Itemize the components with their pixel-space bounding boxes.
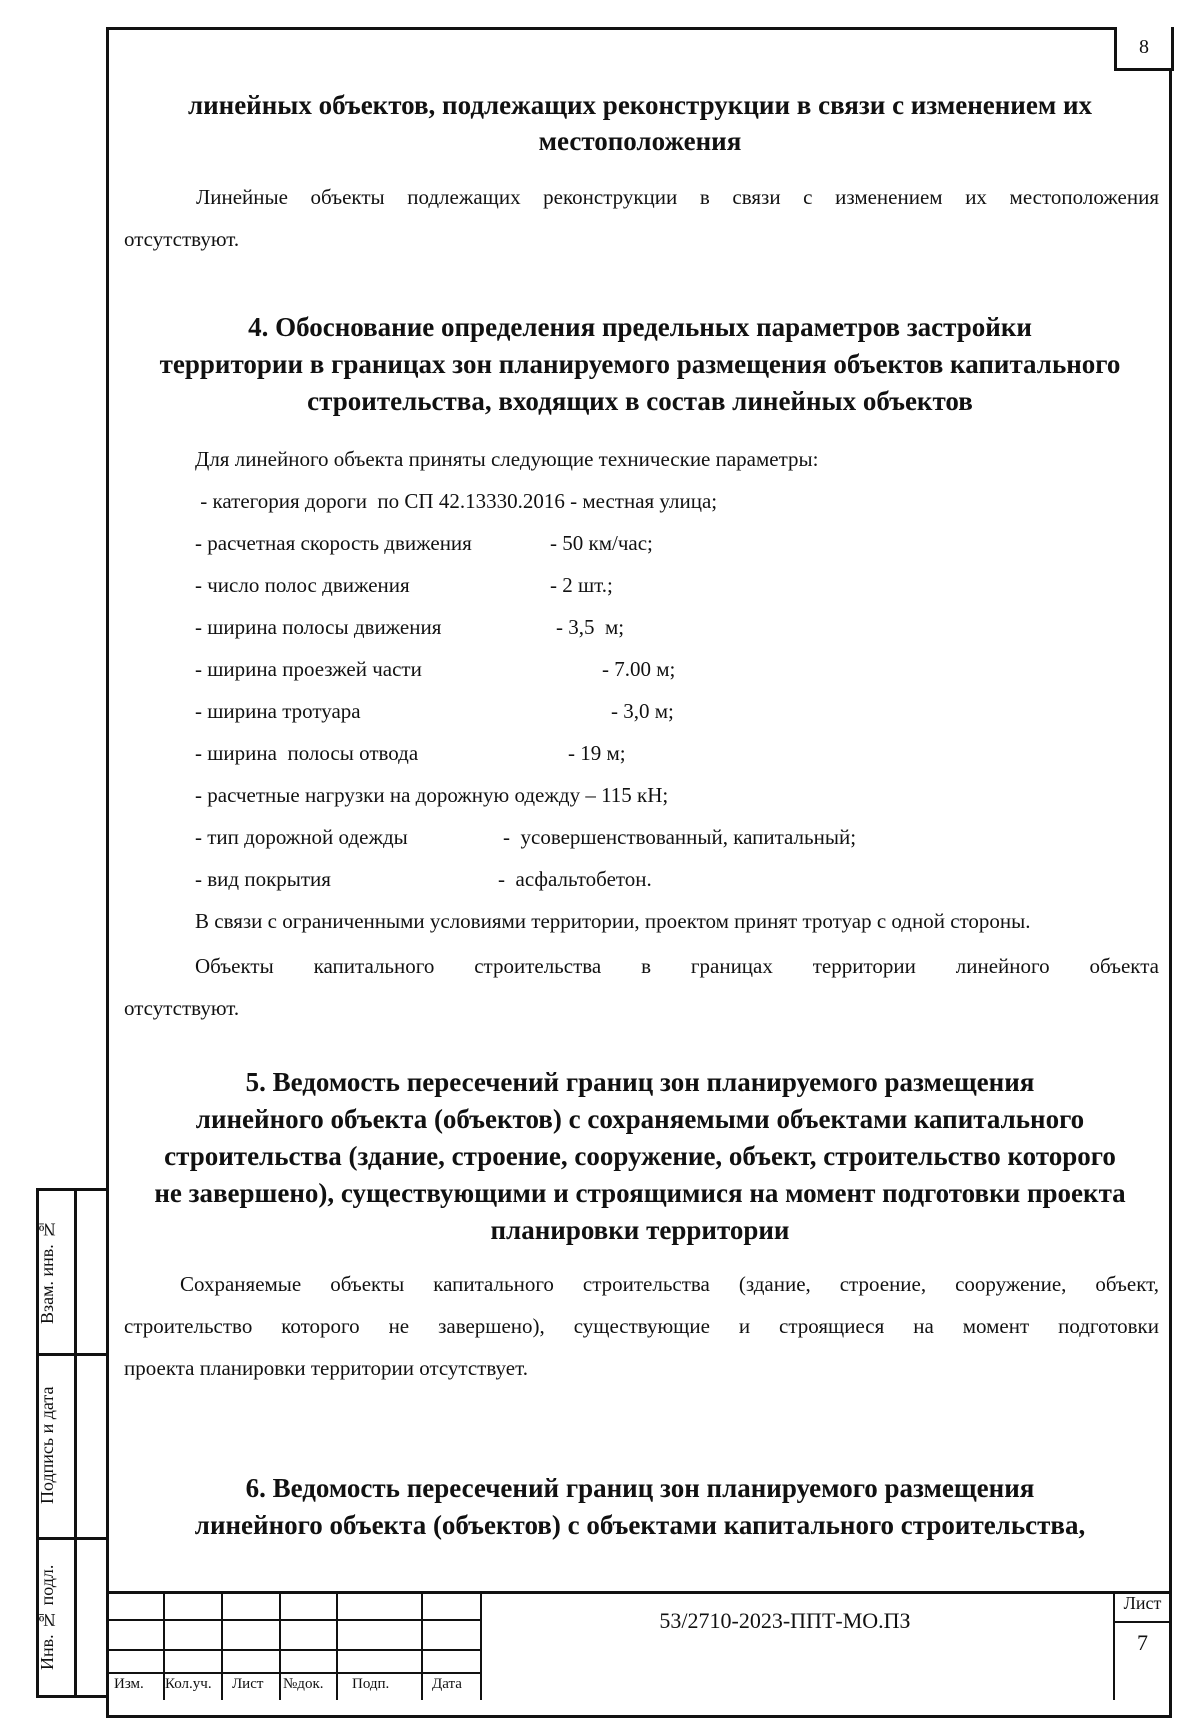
param-value: - асфальтобетон.	[498, 867, 652, 891]
param-label: - число полос движения	[195, 573, 410, 597]
sheet-caption: Лист	[1123, 1593, 1162, 1613]
param-label: - ширина проезжей части	[195, 657, 422, 681]
param-value: - 2 шт.;	[550, 573, 613, 597]
section5-heading-line5: планировки территории	[490, 1215, 790, 1245]
param-value: - 3,5 м;	[556, 615, 625, 639]
stamp-inv-label: Инв. № подл.	[37, 1564, 57, 1670]
section3-heading-line1: линейных объектов, подлежащих реконструкции в связи с изменением их	[187, 90, 1093, 120]
param-label: - расчетная скорость движения	[195, 531, 472, 555]
param-value: - 3,0 м;	[611, 699, 674, 723]
title-block	[106, 1591, 1172, 1697]
param-value: - 7.00 м;	[602, 657, 676, 681]
section6-heading-line2: линейного объекта (объектов) с объектами капитального строительства,	[194, 1510, 1086, 1540]
param-label: - вид покрытия	[195, 867, 331, 891]
side-stamp	[36, 1188, 106, 1698]
section5-heading-line4: не завершено), существующими и строящимися на момент подготовки проекта	[154, 1178, 1126, 1208]
section4-heading-line3: строительства, входящих в состав линейных объектов	[307, 386, 973, 416]
section3-paragraph-line1: Линейные объекты подлежащих реконструкции в связи с изменением их местоположения	[196, 185, 1159, 209]
caption-izm: Изм.	[114, 1676, 144, 1692]
section5-heading-line3: строительства (здание, строение, сооружение, объект, строительство которого	[164, 1141, 1116, 1171]
param-label: - ширина тротуара	[195, 699, 361, 723]
caption-list: Лист	[232, 1676, 264, 1692]
section5-heading-line2: линейного объекта (объектов) с сохраняемыми объектами капитального	[195, 1104, 1085, 1134]
section4-heading-line1: 4. Обоснование определения предельных параметров застройки	[248, 312, 1032, 342]
document-code: 53/2710-2023-ППТ-МО.ПЗ	[659, 1608, 911, 1633]
caption-podp: Подп.	[352, 1676, 390, 1692]
param-label: - категория дороги по СП 42.13330.2016 - местная улица;	[195, 489, 718, 513]
section5-heading-line1: 5. Ведомость пересечений границ зон планируемого размещения	[245, 1067, 1035, 1097]
section5-paragraph-line3: проекта планировки территории отсутствует.	[124, 1356, 528, 1380]
stamp-podpis-label: Подпись и дата	[37, 1386, 57, 1504]
param-value: - 50 км/час;	[550, 531, 653, 555]
caption-kol-uch: Кол.уч.	[165, 1676, 212, 1692]
sheet-number: 7	[1137, 1630, 1148, 1655]
params-intro: Для линейного объекта приняты следующие технические параметры:	[195, 447, 819, 471]
caption-ndok: №док.	[283, 1676, 324, 1692]
param-value: - 19 м;	[568, 741, 626, 765]
page-number: 8	[1114, 27, 1174, 71]
param-label: - ширина полосы движения	[195, 615, 442, 639]
section4-paragraph-line2: отсутствуют.	[124, 996, 240, 1020]
section4-note: В связи с ограниченными условиями территории, проектом принят тротуар с одной стороны.	[195, 909, 1031, 933]
section4-paragraph-line1: Объекты капитального строительства в границах территории линейного объекта	[195, 954, 1159, 978]
section5-paragraph-line2: строительство которого не завершено), существующие и строящиеся на момент подготовки	[124, 1314, 1159, 1338]
section6-heading-line1: 6. Ведомость пересечений границ зон планируемого размещения	[245, 1473, 1035, 1503]
section5-paragraph-line1: Сохраняемые объекты капитального строительства (здание, строение, сооружение, объект,	[180, 1272, 1159, 1296]
stamp-vzam-label: Взам. инв. №	[37, 1219, 57, 1325]
param-label: - ширина полосы отвода	[195, 741, 419, 765]
section3-paragraph-line2: отсутствуют.	[124, 227, 240, 251]
param-label: - расчетные нагрузки на дорожную одежду – 115 кН;	[195, 783, 669, 807]
section3-heading-line2: местоположения	[538, 126, 742, 156]
param-value: - усовершенствованный, капитальный;	[503, 825, 857, 849]
section4-heading-line2: территории в границах зон планируемого размещения объектов капитального	[159, 349, 1121, 379]
caption-data: Дата	[432, 1676, 462, 1692]
param-label: - тип дорожной одежды	[195, 825, 408, 849]
